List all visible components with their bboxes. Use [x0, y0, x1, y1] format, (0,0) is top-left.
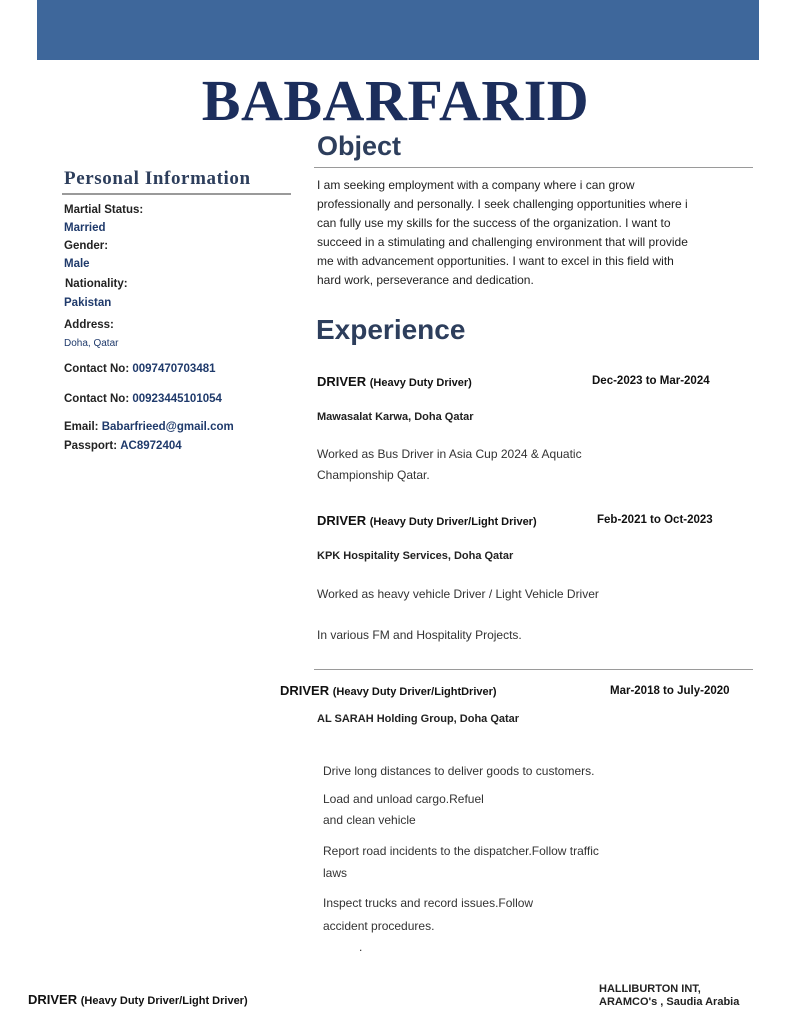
passport-row	[64, 440, 182, 452]
email-row	[64, 421, 234, 433]
objective-line: succeed in a stimulating and challenging environment that will provide	[317, 235, 688, 249]
contact-1-label: Contact No:	[64, 363, 130, 375]
job-1-dates: Dec-2023 to Mar-2024	[592, 375, 710, 387]
objective-text	[317, 176, 737, 290]
objective-title: Object	[317, 131, 402, 161]
contact-2-label: Contact No:	[64, 393, 130, 405]
contact-2-value: 00923445101054	[132, 393, 222, 405]
contact-row-1	[64, 363, 216, 375]
job-3-dates: Mar-2018 to July-2020	[610, 685, 730, 697]
job-4-title	[28, 992, 248, 1007]
contact-1-value: 0097470703481	[132, 363, 216, 375]
job-1-company: Mawasalat Karwa, Doha Qatar	[317, 411, 474, 423]
job-2-title	[317, 513, 537, 528]
email-value[interactable]: Babarfrieed@gmail.com	[101, 421, 234, 433]
job-2-dates: Feb-2021 to Oct-2023	[597, 514, 713, 526]
job-4-type: (Heavy Duty Driver/Light Driver)	[80, 995, 248, 1007]
contact-row-2	[64, 393, 222, 405]
job-1-desc-line: Championship Qatar.	[317, 468, 430, 482]
personal-info-title: Personal Information	[64, 168, 251, 189]
experience-title: Experience	[316, 314, 466, 345]
personal-info-divider	[62, 193, 291, 195]
job-3-duty: Load and unload cargo.Refuel	[323, 792, 484, 806]
job-2-desc-line: Worked as heavy vehicle Driver / Light Vehicle Driver	[317, 587, 599, 601]
job-4-role: DRIVER	[28, 992, 78, 1007]
job-1-desc-line: Worked as Bus Driver in Asia Cup 2024 & Aquatic	[317, 447, 582, 461]
nationality-value: Pakistan	[64, 297, 112, 309]
address-value: Doha, Qatar	[64, 338, 119, 349]
job-1-role: DRIVER	[317, 374, 367, 389]
experience-divider	[314, 669, 753, 670]
objective-line: me with advancement opportunities. I want to excel in this field with	[317, 254, 674, 268]
header-band	[37, 0, 759, 60]
marital-label: Martial Status:	[64, 204, 144, 216]
objective-line: I am seeking employment with a company where i can grow	[317, 178, 635, 192]
job-2-role: DRIVER	[317, 513, 367, 528]
address-label: Address:	[64, 319, 114, 331]
resume-name: BABARFARID	[201, 68, 590, 133]
job-3-duty: laws	[323, 866, 348, 880]
job-4-company-line-1: HALLIBURTON INT,	[599, 983, 701, 995]
job-1-type: (Heavy Duty Driver)	[369, 377, 472, 389]
job-3-title	[280, 683, 497, 698]
job-3-duty: Drive long distances to deliver goods to customers.	[323, 764, 595, 778]
job-3-company: AL SARAH Holding Group, Doha Qatar	[317, 713, 520, 725]
job-2-type: (Heavy Duty Driver/Light Driver)	[369, 516, 537, 528]
job-2-desc-line: In various FM and Hospitality Projects.	[317, 628, 522, 642]
job-1-description	[317, 444, 582, 486]
job-1-title	[317, 374, 472, 389]
gender-label: Gender:	[64, 240, 109, 252]
email-label: Email:	[64, 421, 99, 433]
job-4-company-line-2: ARAMCO's , Saudia Arabia	[599, 996, 740, 1008]
objective-line: professionally and personally. I seek challenging opportunities where i	[317, 197, 688, 211]
passport-label: Passport:	[64, 440, 118, 452]
job-3-type: (Heavy Duty Driver/LightDriver)	[332, 686, 497, 698]
gender-value: Male	[64, 258, 90, 270]
job-3-duty: Inspect trucks and record issues.Follow	[323, 896, 534, 910]
job-3-role: DRIVER	[280, 683, 330, 698]
objective-divider	[314, 167, 753, 168]
job-3-duty: Report road incidents to the dispatcher.Follow traffic	[323, 844, 599, 858]
marital-value: Married	[64, 222, 106, 234]
job-3-duty: and clean vehicle	[323, 813, 416, 827]
job-3-duty: accident procedures.	[323, 919, 435, 933]
nationality-label: Nationality:	[65, 278, 128, 290]
job-3-trailing-dot: .	[359, 940, 363, 954]
objective-line: hard work, perseverance and dedication.	[317, 273, 534, 287]
job-2-company: KPK Hospitality Services, Doha Qatar	[317, 550, 514, 562]
objective-line: can fully use my skills for the success of the organization. I want to	[317, 216, 671, 230]
passport-value: AC8972404	[120, 440, 182, 452]
